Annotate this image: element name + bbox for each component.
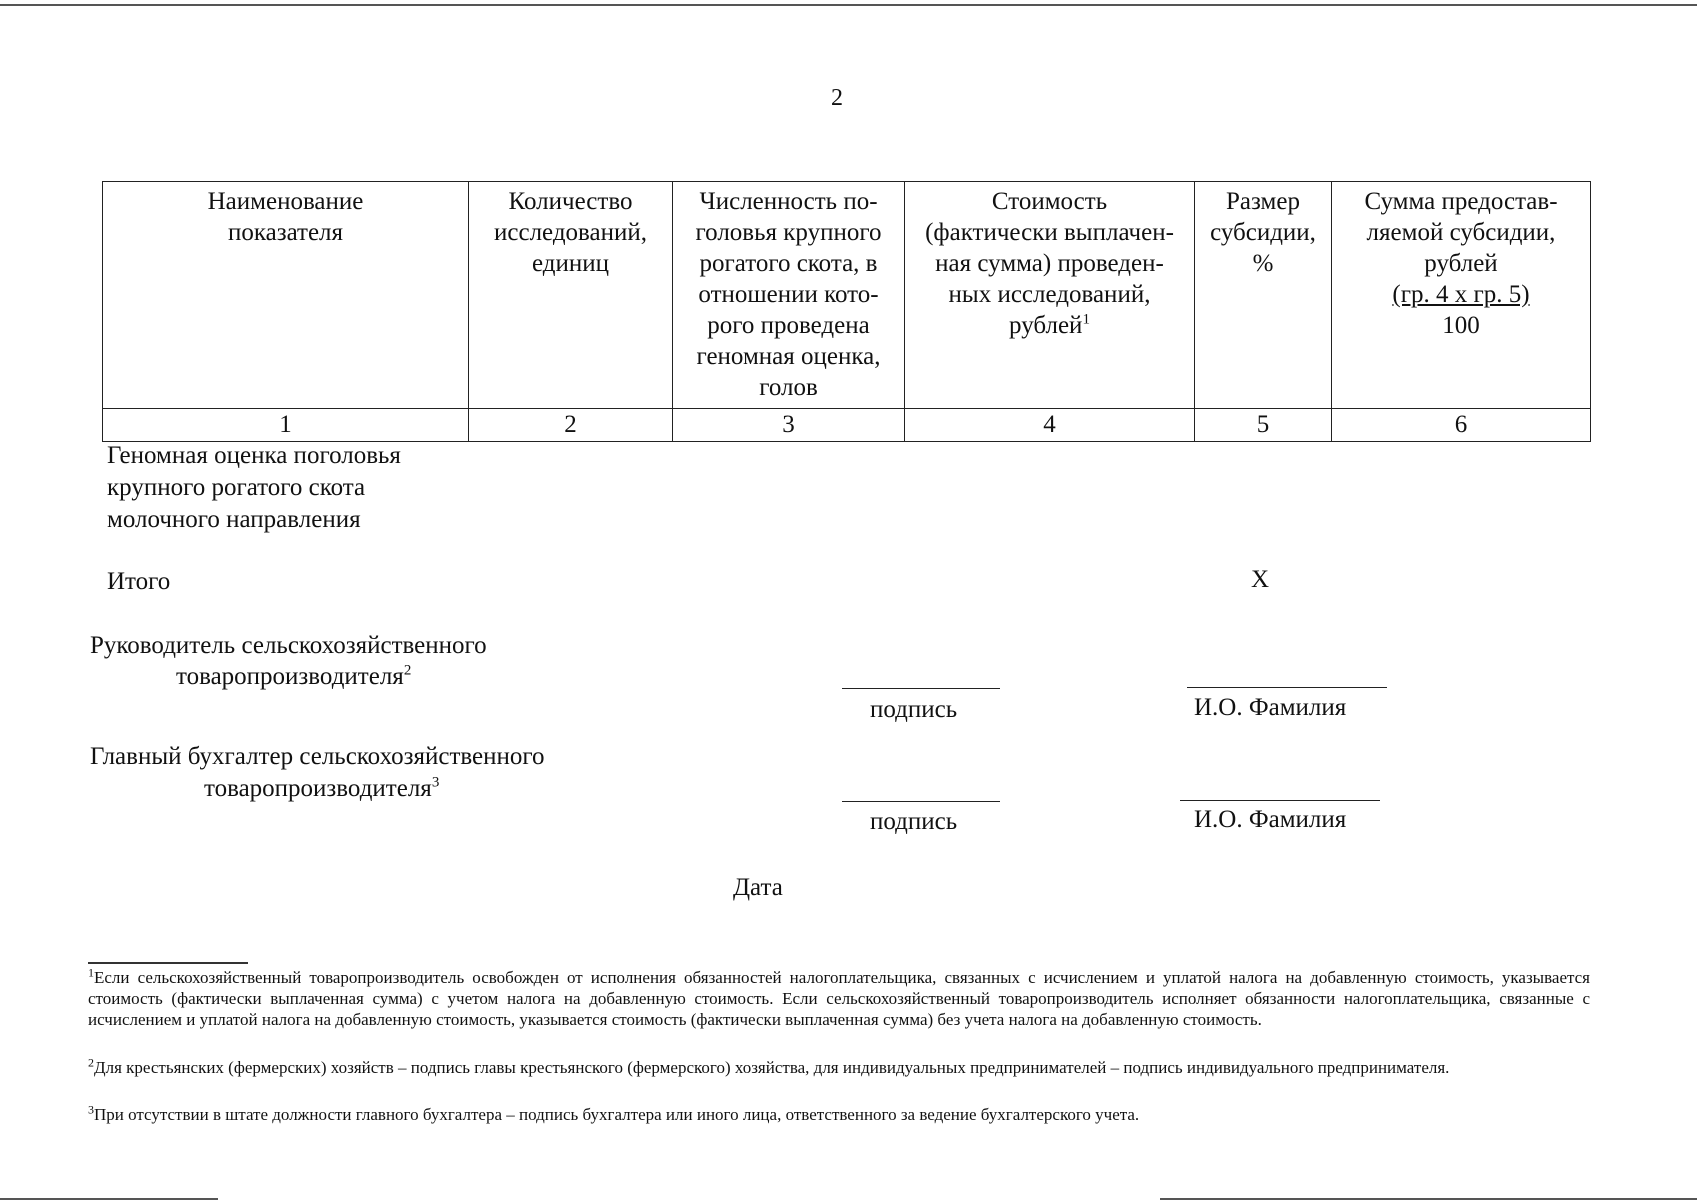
formula-denominator: 100 bbox=[1442, 312, 1480, 339]
header-cell-5: Размер субсидии, % bbox=[1195, 182, 1332, 409]
page-number: 2 bbox=[831, 85, 843, 111]
header-cell-1: Наименование показателя bbox=[103, 182, 469, 409]
column-number: 2 bbox=[469, 409, 673, 442]
accountant-name-line bbox=[1180, 800, 1380, 801]
head-sign-label: подпись bbox=[870, 696, 958, 723]
indicator-line-1: Геномная оценка поголовья bbox=[107, 442, 401, 469]
total-label: Итого bbox=[107, 568, 171, 595]
footnote-2: $^2$Для крестьянских (фермерских) хозяйств – подпись главы крестьянского (фермерского) хозяйства, для индивидуальных предпринимателей – подпись индивидуального предпринимателя. bbox=[88, 1055, 1450, 1077]
column-number-row bbox=[103, 409, 1591, 442]
formula-numerator: (гр. 4 х гр. 5) bbox=[1392, 281, 1530, 308]
accountant-name-label: И.О. Фамилия bbox=[1194, 806, 1347, 833]
head-name-line bbox=[1187, 687, 1387, 688]
accountant-title-line2: товаропроизводителя$^3$ bbox=[204, 774, 440, 802]
column-number: 6 bbox=[1332, 409, 1591, 442]
head-name-label: И.О. Фамилия bbox=[1194, 694, 1347, 721]
head-title-line2: товаропроизводителя$^2$ bbox=[176, 662, 412, 690]
column-number: 1 bbox=[103, 409, 469, 442]
footnote-ref-2: 2 bbox=[403, 662, 412, 679]
table-header-row bbox=[103, 182, 1591, 409]
scan-edge-top bbox=[0, 4, 1697, 6]
footnote-ref-3: 3 bbox=[431, 774, 440, 791]
header-cell-6: Сумма предостав- ляемой субсидии, рублей (гр. 4 х гр. 5) 100 bbox=[1332, 182, 1591, 409]
head-title-line1: Руководитель сельскохозяйственного bbox=[90, 632, 487, 659]
accountant-signature-line bbox=[842, 801, 1000, 802]
column-number: 4 bbox=[905, 409, 1195, 442]
accountant-sign-label: подпись bbox=[870, 808, 958, 835]
header-cell-3: Численность по- головья крупного рогатого скота, в отношении кото- рого проведена геномная оценка, голов bbox=[673, 182, 905, 409]
indicator-line-3: молочного направления bbox=[107, 506, 361, 533]
date-label: Дата bbox=[733, 874, 783, 901]
footnote-3: $^3$При отсутствии в штате должности главного бухгалтера – подпись бухгалтера или иного лица, ответственного за ведение бухгалтерского учета. bbox=[88, 1102, 1140, 1124]
total-col5-mark: Х bbox=[1251, 566, 1270, 593]
accountant-title-line1: Главный бухгалтер сельскохозяйственного bbox=[90, 743, 545, 770]
footnote-ref-1: 1 bbox=[1082, 311, 1090, 328]
column-number: 5 bbox=[1195, 409, 1332, 442]
footnote-separator bbox=[88, 962, 248, 964]
head-signature-line bbox=[842, 688, 1000, 689]
header-cell-2: Количество исследований, единиц bbox=[469, 182, 673, 409]
column-number: 3 bbox=[673, 409, 905, 442]
subsidy-table bbox=[102, 181, 1591, 442]
header-cell-4: Стоимость (фактически выплачен- ная сумма) проведен- ных исследований, рублей$^1$ bbox=[905, 182, 1195, 409]
indicator-line-2: крупного рогатого скота bbox=[107, 474, 366, 501]
footnote-1: $^1$Если сельскохозяйственный товаропроизводитель освобожден от исполнения обязанностей налогоплательщика, связанных с исчислением и уплатой налога на добавленную стоимость, указывается стоимость (фактически выплаченная сумма) с учетом налога на добавленную стоимость. Если сельскохозяйственный товаропроизводитель исполняет обязанности налогоплательщика, связанные с исчислением и уплатой налога на добавленную стоимость, указывается стоимость (фактически выплаченная сумма) без учета налога на добавленную стоимость. bbox=[88, 965, 1590, 1029]
